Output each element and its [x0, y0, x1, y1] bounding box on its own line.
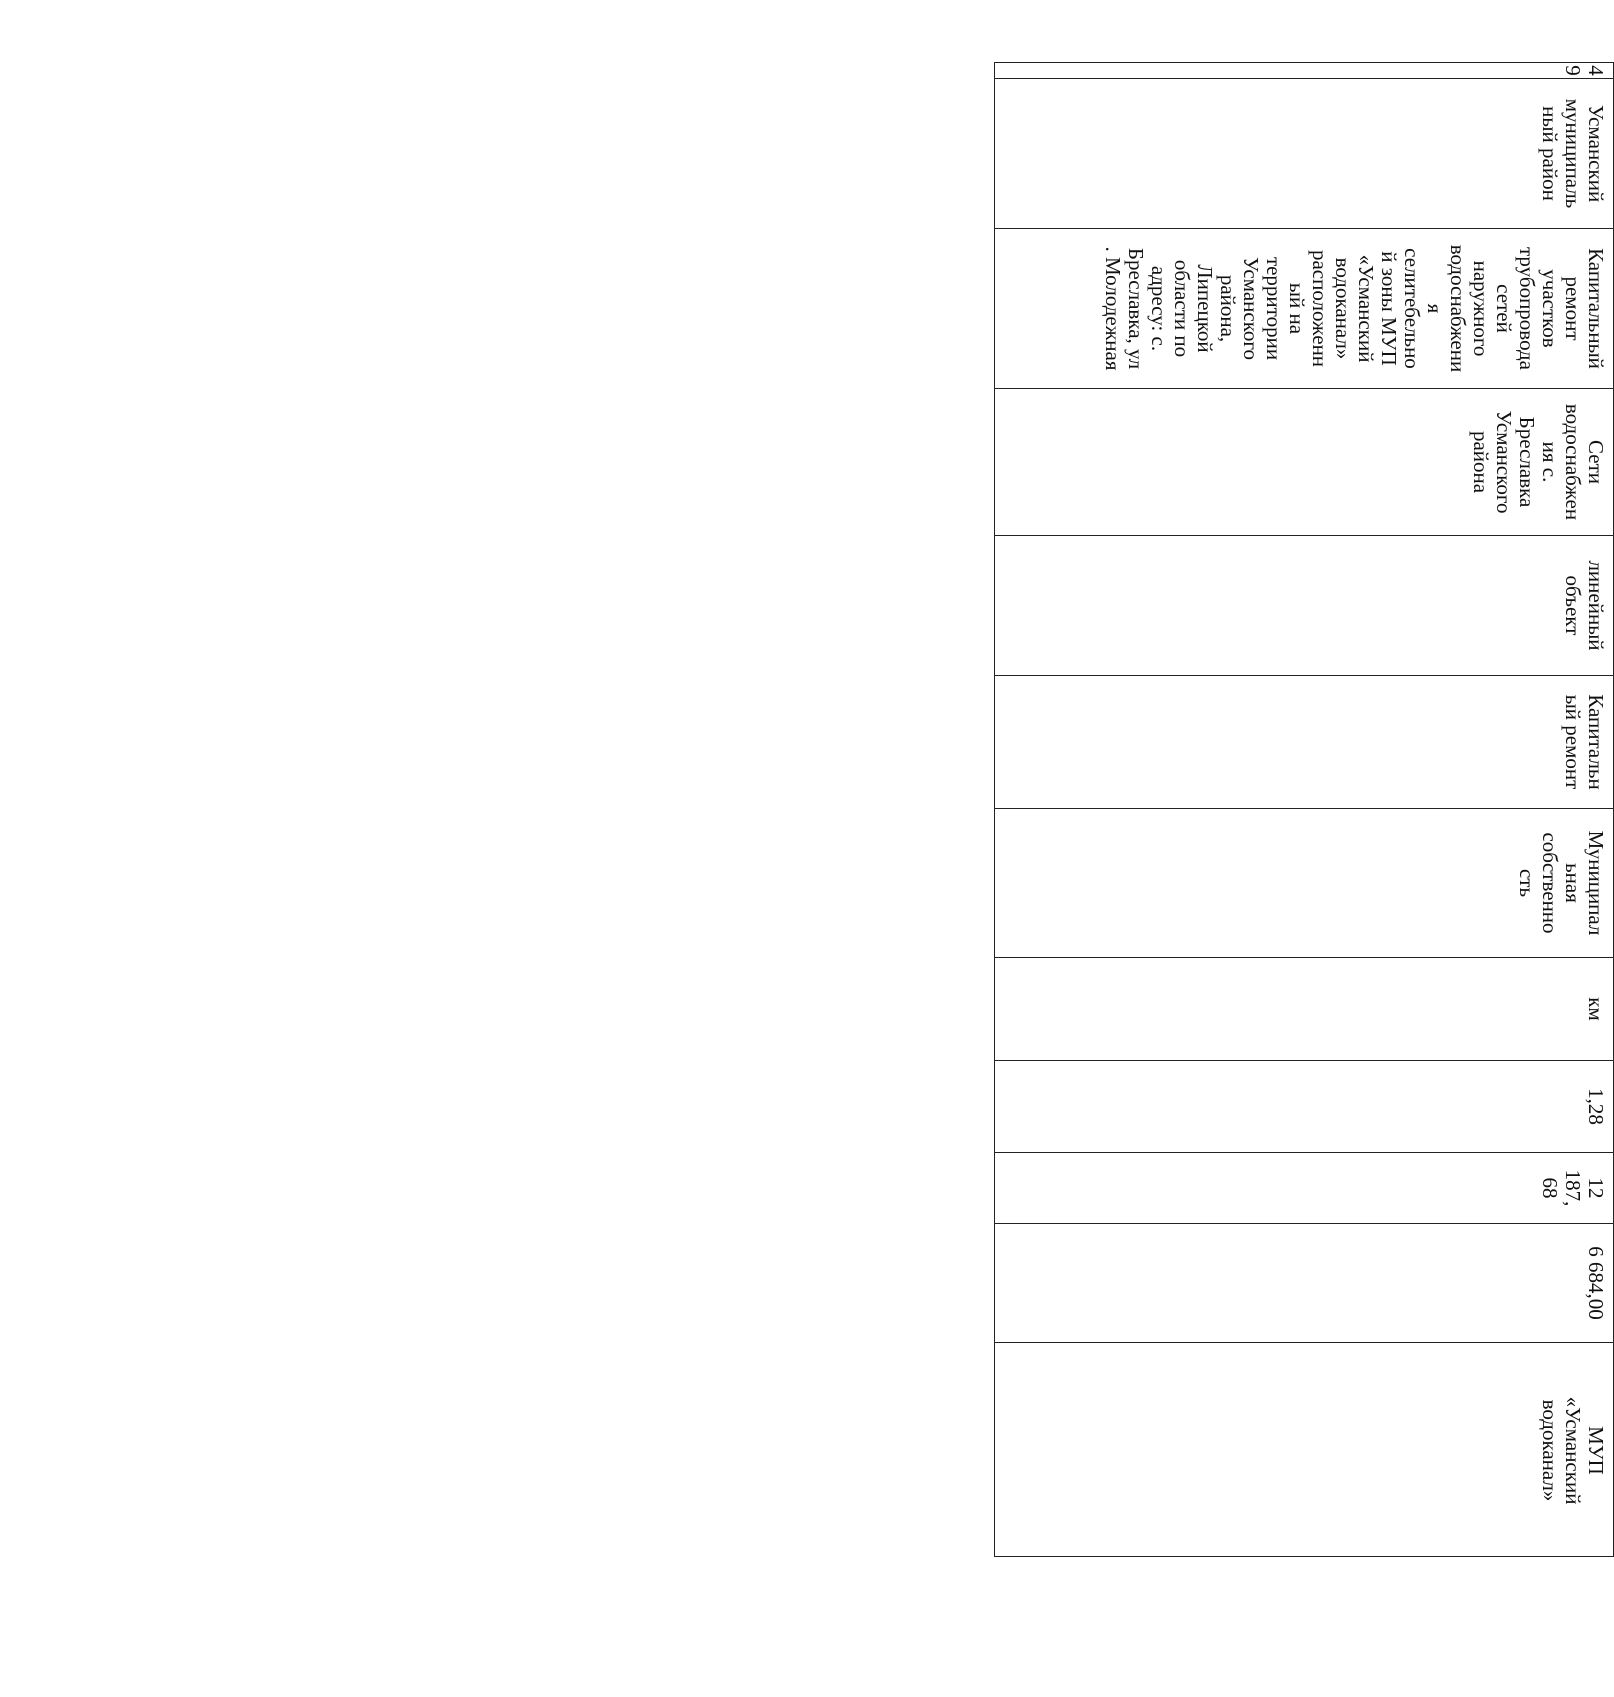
cell-district [995, 79, 1613, 229]
description-text: Капитальный ремонт участков трубопровода сетей наружного водоснабжени я селитебельно й зоны МУП «Усманский водоканал» расположенн ый на территории Усманского района, Липецкой области по адресу: с. Бреславка, ул . Молодежная [1101, 244, 1608, 373]
work-type-text: Капитальн ый ремонт [1561, 694, 1608, 790]
cell-quantity [995, 1061, 1613, 1153]
cell-object-name [995, 389, 1613, 536]
district-text: Усманский муниципаль ный район [1538, 98, 1608, 209]
cell-responsible [995, 1343, 1613, 1558]
quantity-text: 1,28 [1584, 1088, 1608, 1125]
row-number-text: 4 9 [1561, 65, 1608, 76]
cell-description [995, 229, 1613, 389]
cost-total-text: 12 187, 68 [1538, 1169, 1608, 1207]
unit-text: км [1584, 997, 1608, 1021]
cost-share-text: 6 684,00 [1584, 1246, 1608, 1320]
responsible-text: МУП «Усманский водоканал» [1538, 1396, 1608, 1505]
data-table [994, 62, 1614, 1557]
cell-cost-share [995, 1224, 1613, 1343]
cell-object-type [995, 536, 1613, 676]
cell-cost-total [995, 1153, 1613, 1224]
object-type-text: линейный объект [1561, 560, 1608, 651]
cell-unit [995, 958, 1613, 1061]
cell-ownership [995, 809, 1613, 958]
cell-work-type [995, 676, 1613, 809]
cell-row-number [995, 63, 1613, 79]
object-name-text: Сети водоснабжен ия с. Бреславка Усманского района [1469, 403, 1608, 521]
ownership-text: Муниципал ьная собственно сть [1515, 830, 1608, 936]
